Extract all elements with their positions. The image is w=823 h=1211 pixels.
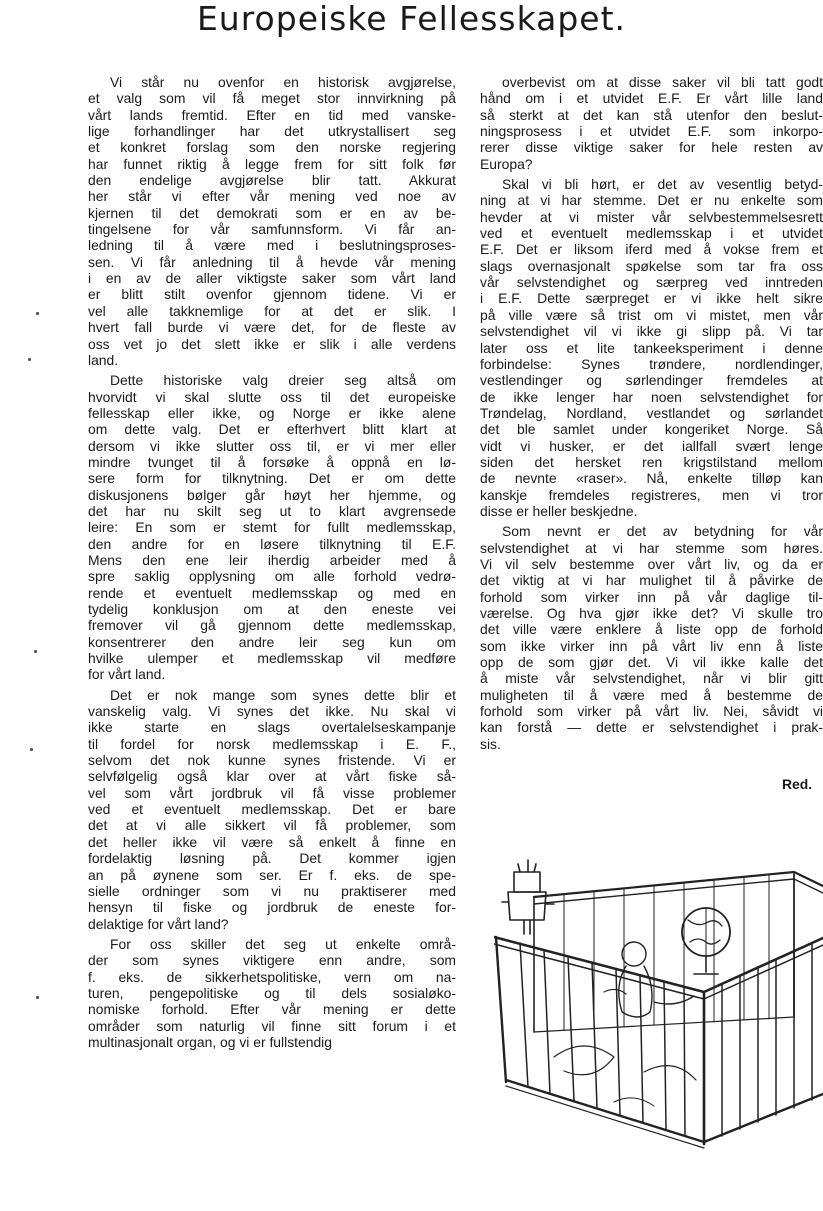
text-line: kanskje fremdeles registreres, men vi tror bbox=[480, 486, 823, 503]
text-line: forbindelse: Synes trøndere, nordlendinger, bbox=[480, 355, 823, 372]
paragraph bbox=[480, 523, 823, 752]
text-line: vår selvstendighet og særpreg ved inntreden bbox=[480, 274, 823, 291]
text-line: For oss skiller det seg ut enkelte områ- bbox=[110, 935, 456, 952]
text-line: selvfølgelig også klar over at vårt fiske så- bbox=[88, 768, 456, 785]
text-line: forhold som virker inn på vår daglige til- bbox=[480, 588, 823, 605]
paragraph bbox=[88, 74, 456, 368]
text-line: er blitt stilt ovenfor gjennom tidene. Vi er bbox=[88, 286, 456, 303]
text-line: muligheten til å være med å bestemme de bbox=[480, 686, 823, 703]
text-line: områder som naturlig vil finne sitt forum i et bbox=[88, 1017, 456, 1034]
text-line: det har nu skilt seg ut to klart avgrensede bbox=[88, 502, 456, 519]
text-line: har funnet riktig å legge frem for sitt folk før bbox=[88, 155, 456, 172]
text-line: så sterkt at det kan stå utenfor den beslut- bbox=[480, 106, 823, 123]
text-line: sere form for tilknytning. Det er om dette bbox=[88, 470, 456, 487]
text-line: vanskelig valg. Vi synes det ikke. Nu skal vi bbox=[88, 703, 456, 720]
text-line: diskusjonens bølger går høyt her hjemme, og bbox=[88, 486, 456, 503]
text-line: for vårt land. bbox=[88, 666, 166, 683]
paragraph bbox=[88, 936, 456, 1050]
left-column bbox=[88, 74, 456, 1050]
text-line: fremover vil gå gjennom dette medlemsskap, bbox=[88, 617, 456, 634]
text-line: kjernen til det demokrati som er en av be- bbox=[88, 204, 456, 221]
text-line: vel som vårt jordbruk vil få visse problemer bbox=[88, 784, 456, 801]
text-line: det heller ikke vil være så enkelt å finne en bbox=[88, 833, 456, 850]
text-line: overbevist om at disse saker vil bli tatt godt bbox=[502, 74, 823, 90]
text-line: dersom vi ikke slutter oss til, er vi mer eller bbox=[88, 437, 456, 454]
text-line: til fordel for norsk medlemsskap i E. F., bbox=[88, 735, 456, 752]
text-line: ning at vi har stemme. Det er nu enkelte som bbox=[480, 192, 823, 209]
text-line: hvert fall burde vi være det, for de fleste av bbox=[88, 319, 456, 336]
text-line: hånd om i et utvidet E.F. Er vårt lille land bbox=[480, 90, 823, 107]
text-line: på ville være så trist om vi mistet, men vår bbox=[480, 306, 823, 323]
text-line: sen. Vi får anledning til å hevde vår mening bbox=[88, 253, 456, 270]
text-line: ved et eventuelt medlemsskap i et utvidet bbox=[480, 225, 823, 242]
text-line: fordelaktig løsning på. Det kommer igjen bbox=[88, 850, 456, 867]
text-line: f. eks. de sikkerhetspolitiske, vern om na- bbox=[88, 968, 456, 985]
text-line: an på øynene som ser. Er f. eks. de spe- bbox=[88, 866, 456, 883]
text-line: E.F. Det er liksom iferd med å vokse frem et bbox=[480, 241, 823, 258]
text-line: vestlendinger og sørlendinger fremdeles at bbox=[480, 372, 823, 389]
text-line: selvom det nok kunne synes fristende. Vi er bbox=[88, 752, 456, 769]
text-line: Skal vi bli hørt, er det av vesentlig betyd- bbox=[502, 176, 823, 193]
text-line: spre saklig opplysning om alle forhold vedrø- bbox=[88, 568, 456, 585]
text-line: som ikke virker inn på vårt liv enn å liste bbox=[480, 637, 823, 654]
text-line: ledning til å være med i beslutningsproses- bbox=[88, 237, 456, 254]
text-line: delaktige for vårt land? bbox=[88, 915, 229, 932]
text-line: den andre for en løsere tilknytning til E.F. bbox=[88, 535, 456, 552]
text-line: vel alle takknemlige for at det er slik. I bbox=[88, 302, 456, 319]
text-line: opp de som gjør det. Vi vil ikke kalle det bbox=[480, 654, 823, 671]
text-line: her står vi efter vår mening ved noe av bbox=[88, 188, 456, 205]
text-line: hensyn til fiske og jordbruk de eneste for- bbox=[88, 899, 456, 916]
paragraph bbox=[88, 687, 456, 932]
text-line: det ble samlet under kongeriket Norge. Så bbox=[480, 421, 823, 438]
text-line: der som synes viktigere enn andre, som bbox=[88, 952, 456, 969]
paragraph bbox=[88, 372, 456, 683]
text-line: slags overnasjonalt spøkelse som tar fra oss bbox=[480, 257, 823, 274]
text-line: det viktig at vi har mulighet til å påvirke de bbox=[480, 572, 823, 589]
text-line: fellesskap eller ikke, og Norge er ikke alene bbox=[88, 404, 456, 421]
text-line: Trøndelag, Nordland, vestlandet og sørlandet bbox=[480, 404, 823, 421]
text-line: turen, pengepolitiske og til dels sosialøko- bbox=[88, 984, 456, 1001]
text-line: multinasjonalt organ, og vi er fullstendig bbox=[88, 1033, 332, 1050]
text-line: mindre tvunget til å forsøke å oppnå en lø- bbox=[88, 453, 456, 470]
right-column bbox=[480, 74, 823, 752]
text-line: ved et eventuelt medlemsskap. Det er bare bbox=[88, 801, 456, 818]
text-line: sielle ordninger som vi nu praktiserer med bbox=[88, 882, 456, 899]
text-line: tingelsene for vår samfunnsform. Vi får an- bbox=[88, 221, 456, 238]
text-line: Som nevnt er det av betydning for vår bbox=[502, 523, 823, 540]
text-line: et konkret forslag som den norske regjering bbox=[88, 139, 456, 156]
text-line: selvstendighet at vi har stemme som høres. bbox=[480, 539, 823, 556]
text-line: disse er heller beskjedne. bbox=[480, 502, 638, 519]
text-line: Vi står nu ovenfor en historisk avgjørelse, bbox=[110, 74, 456, 90]
text-line: forhold som virker på vårt liv. Nei, såvidt vi bbox=[480, 703, 823, 720]
text-line: vårt lands fremtid. Efter en tid med vanske- bbox=[88, 106, 456, 123]
text-line: ningsprosess i et utvidet E.F. som inkorpo- bbox=[480, 123, 823, 140]
text-line: i en av de aller viktigste saker som vårt land bbox=[88, 270, 456, 287]
text-line: hvilke ulemper et medlemsskap vil medføre bbox=[88, 650, 456, 667]
text-line: hvorvidt vi skal slutte oss til det europeiske bbox=[88, 388, 456, 405]
text-line: Det er nok mange som synes dette blir et bbox=[110, 686, 456, 703]
text-line: oss vet jo det slett ikke er slik i alle verdens bbox=[88, 335, 456, 352]
text-line: sis. bbox=[480, 735, 501, 752]
text-line: leire: En som er stemt for fullt medlemsskap, bbox=[88, 519, 456, 536]
text-line: Mens den ene leir iherdig arbeider med å bbox=[88, 551, 456, 568]
text-line: land. bbox=[88, 351, 119, 368]
paragraph bbox=[480, 74, 823, 172]
text-line: lige forhandlinger har det utkrystallisert seg bbox=[88, 123, 456, 140]
paragraph bbox=[480, 176, 823, 519]
text-line: kan forstå — dette er selvstendighet i prak- bbox=[480, 719, 823, 736]
text-line: et valg som vil få meget stor innvirkning på bbox=[88, 90, 456, 107]
signature: Red. bbox=[782, 776, 813, 792]
text-line: nomiske forhold. Efter vår mening er dette bbox=[88, 1001, 456, 1018]
text-line: rerer disse viktige saker for hele resten av bbox=[480, 139, 823, 156]
text-line: konsentrerer den andre leir seg kun om bbox=[88, 633, 456, 650]
text-line: siden det hersket ren krigstilstand mellom bbox=[480, 453, 823, 470]
text-line: Dette historiske valg dreier seg altså om bbox=[110, 372, 456, 389]
text-line: det at vi alle sikkert vil få problemer, som bbox=[88, 817, 456, 834]
text-line: den endelige avgjørelse blir tatt. Akkurat bbox=[88, 172, 456, 189]
page-title: Europeiske Fellesskapet. bbox=[196, 0, 627, 38]
playpen-with-globe-icon bbox=[494, 842, 823, 1152]
text-line: selvstendighet vil vi ikke gi slipp på. Vi tar bbox=[480, 323, 823, 340]
text-line: værelse. Og hva gjør ikke det? Vi skulle tro bbox=[480, 605, 823, 621]
text-line: de nevnte «raser». Nå, enkelte tilløp kan bbox=[480, 470, 823, 487]
text-line: det ville være enklere å liste opp de forhold bbox=[480, 621, 823, 638]
text-line: ikke starte en slags overtalelseskampanje bbox=[88, 719, 456, 736]
text-line: Vi vil selv bestemme over vårt liv, og da er bbox=[480, 555, 823, 572]
text-line: Europa? bbox=[480, 155, 533, 172]
text-line: hevder at vi mister vår selvbestemmelsesrett bbox=[480, 208, 823, 225]
text-line: i E.F. Dette særpreget er vi ikke helt sikre bbox=[480, 290, 823, 307]
text-line: tydelig konklusjon om at den eneste vei bbox=[88, 601, 456, 617]
text-line: vidt vi husker, er det iallfall svært lenge bbox=[480, 437, 823, 454]
text-line: å miste vår selvstendighet, når vi blir gitt bbox=[480, 670, 823, 687]
text-line: de ikke lenger har noen selvstendighet for bbox=[480, 388, 823, 405]
text-line: om dette valg. Det er efterhvert blitt klart at bbox=[88, 421, 456, 438]
text-line: later oss et lite tankeeksperiment i denne bbox=[480, 339, 823, 356]
text-line: rende et eventuelt medlemsskap og med en bbox=[88, 584, 456, 601]
